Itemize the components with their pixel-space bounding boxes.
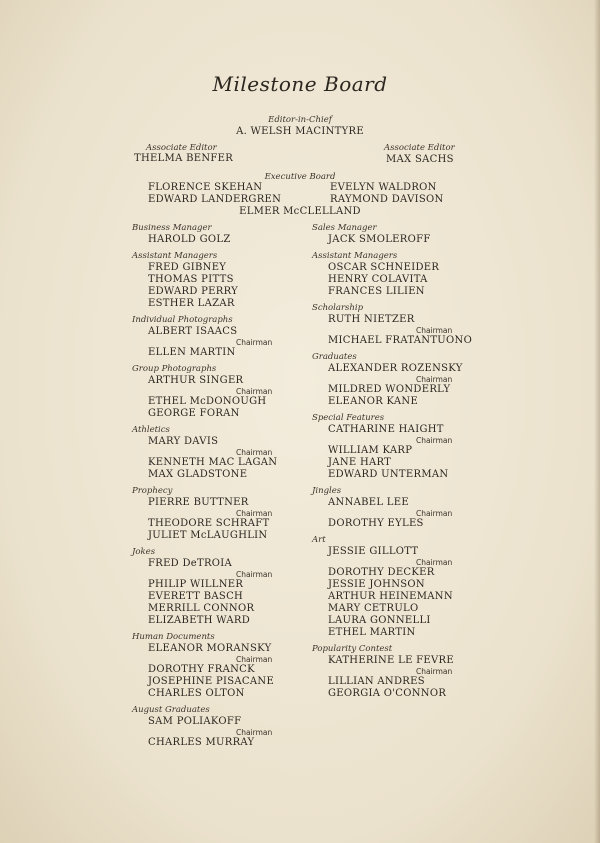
member-name: KATHERINE LE FEVRE (328, 655, 454, 666)
executive-board-member: EVELYN WALDRON (330, 182, 437, 193)
member-name: WILLIAM KARP (328, 445, 413, 456)
committee-role: Scholarship (312, 303, 364, 313)
member-name: ELLEN MARTIN (148, 347, 236, 358)
chairman-label: Chairman (416, 509, 453, 518)
chairman-label: Chairman (236, 338, 273, 347)
committee-section (312, 535, 492, 639)
member-name: ELEANOR KANE (328, 396, 419, 407)
committee-section (312, 352, 492, 408)
committee-role: Athletics (132, 425, 170, 435)
committee-section (312, 644, 492, 700)
member-name: MARY DAVIS (148, 436, 219, 447)
member-name: JULIET McLAUGHLIN (148, 530, 268, 541)
committee-role: Assistant Managers (312, 251, 398, 261)
committee-section (312, 413, 492, 481)
associate-editor-left-role: Associate Editor (146, 143, 217, 153)
committee-role: Graduates (312, 352, 357, 362)
member-name: JOSEPHINE PISACANE (148, 676, 275, 687)
member-name: ETHEL McDONOUGH (148, 396, 267, 407)
member-name: CHARLES MURRAY (148, 737, 255, 748)
member-name: GEORGE FORAN (148, 408, 240, 419)
committee-section (312, 486, 492, 530)
editor-in-chief-role: Editor-in-Chief (268, 115, 332, 125)
chairman-label: Chairman (236, 448, 273, 457)
committee-role: Individual Photographs (132, 315, 233, 325)
member-name: ETHEL MARTIN (328, 627, 416, 638)
member-name: LILLIAN ANDRES (328, 676, 425, 687)
member-name: ESTHER LAZAR (148, 298, 235, 309)
associate-editor-left-name: THELMA BENFER (134, 153, 234, 164)
associate-editor-right-name: MAX SACHS (386, 154, 454, 165)
committee-section (132, 547, 312, 627)
committee-section (312, 303, 492, 347)
member-name: DOROTHY FRANCK (148, 664, 255, 675)
member-name: EDWARD UNTERMAN (328, 469, 449, 480)
member-name: MICHAEL FRATANTUONO (328, 335, 473, 346)
committee-role: Group Photographs (132, 364, 217, 374)
member-name: LAURA GONNELLI (328, 615, 431, 626)
committee-role: Business Manager (132, 223, 212, 233)
member-name: FRED GIBNEY (148, 262, 227, 273)
member-name: HENRY COLAVITA (328, 274, 428, 285)
committee-role: Jokes (132, 547, 156, 557)
member-name: KENNETH MAC LAGAN (148, 457, 278, 468)
member-name: FRANCES LILIEN (328, 286, 425, 297)
page-title: Milestone Board (212, 72, 388, 96)
editor-in-chief-name: A. WELSH MACINTYRE (236, 126, 364, 137)
member-name: PHILIP WILLNER (148, 579, 244, 590)
committee-section (132, 425, 312, 481)
committee-role: Special Features (312, 413, 385, 423)
executive-board-member: EDWARD LANDERGREN (148, 194, 282, 205)
committee-section (312, 223, 492, 246)
member-name: ARTHUR HEINEMANN (328, 591, 453, 602)
member-name: CHARLES OLTON (148, 688, 245, 699)
committee-section (132, 251, 312, 310)
executive-board-member: ELMER McCLELLAND (239, 206, 361, 217)
committee-role: Assistant Managers (132, 251, 218, 261)
member-name: MARY CETRULO (328, 603, 419, 614)
committee-role: Human Documents (132, 632, 215, 642)
member-name: GEORGIA O'CONNOR (328, 688, 447, 699)
committee-role: Prophecy (132, 486, 173, 496)
member-name: MERRILL CONNOR (148, 603, 255, 614)
committee-role: Art (312, 535, 326, 545)
committee-section (312, 251, 492, 298)
member-name: EDWARD PERRY (148, 286, 239, 297)
member-name: MILDRED WONDERLY (328, 384, 451, 395)
member-name: ANNABEL LEE (328, 497, 409, 508)
member-name: ELIZABETH WARD (148, 615, 251, 626)
chairman-label: Chairman (236, 387, 273, 396)
member-name: OSCAR SCHNEIDER (328, 262, 440, 273)
executive-board-member: RAYMOND DAVISON (330, 194, 444, 205)
committee-role: Popularity Contest (312, 644, 393, 654)
chairman-label: Chairman (236, 509, 273, 518)
chairman-label: Chairman (416, 667, 453, 676)
chairman-label: Chairman (416, 326, 453, 335)
member-name: EVERETT BASCH (148, 591, 244, 602)
member-name: PIERRE BUTTNER (148, 497, 249, 508)
member-name: CATHARINE HAIGHT (328, 424, 444, 435)
committee-role: August Graduates (132, 705, 210, 715)
committee-section (132, 705, 312, 749)
member-name: THEODORE SCHRAFT (148, 518, 270, 529)
member-name: DOROTHY DECKER (328, 567, 435, 578)
member-name: THOMAS PITTS (148, 274, 234, 285)
committee-section (132, 486, 312, 542)
committee-section (132, 315, 312, 359)
chairman-label: Chairman (416, 375, 453, 384)
executive-board-role: Executive Board (264, 172, 336, 182)
chairman-label: Chairman (416, 558, 453, 567)
chairman-label: Chairman (236, 728, 273, 737)
committee-role: Jingles (312, 486, 342, 496)
member-name: ALEXANDER ROZENSKY (328, 363, 463, 374)
member-name: JACK SMOLEROFF (328, 234, 431, 245)
member-name: MAX GLADSTONE (148, 469, 248, 480)
committee-role: Sales Manager (312, 223, 377, 233)
executive-board-member: FLORENCE SKEHAN (148, 182, 263, 193)
member-name: SAM POLIAKOFF (148, 716, 242, 727)
associate-editor-right-role: Associate Editor (384, 143, 455, 153)
member-name: HAROLD GOLZ (148, 234, 231, 245)
committee-section (132, 632, 312, 700)
member-name: JANE HART (328, 457, 392, 468)
member-name: FRED DeTROIA (148, 558, 233, 569)
member-name: JESSIE JOHNSON (328, 579, 425, 590)
committee-section (132, 364, 312, 420)
member-name: ARTHUR SINGER (148, 375, 244, 386)
member-name: DOROTHY EYLES (328, 518, 424, 529)
chairman-label: Chairman (416, 436, 453, 445)
committee-section (132, 223, 312, 246)
member-name: JESSIE GILLOTT (328, 546, 419, 557)
right-column (312, 223, 492, 705)
left-column (132, 223, 312, 754)
chairman-label: Chairman (236, 570, 273, 579)
chairman-label: Chairman (236, 655, 273, 664)
member-name: RUTH NIETZER (328, 314, 415, 325)
member-name: ELEANOR MORANSKY (148, 643, 272, 654)
member-name: ALBERT ISAACS (148, 326, 238, 337)
